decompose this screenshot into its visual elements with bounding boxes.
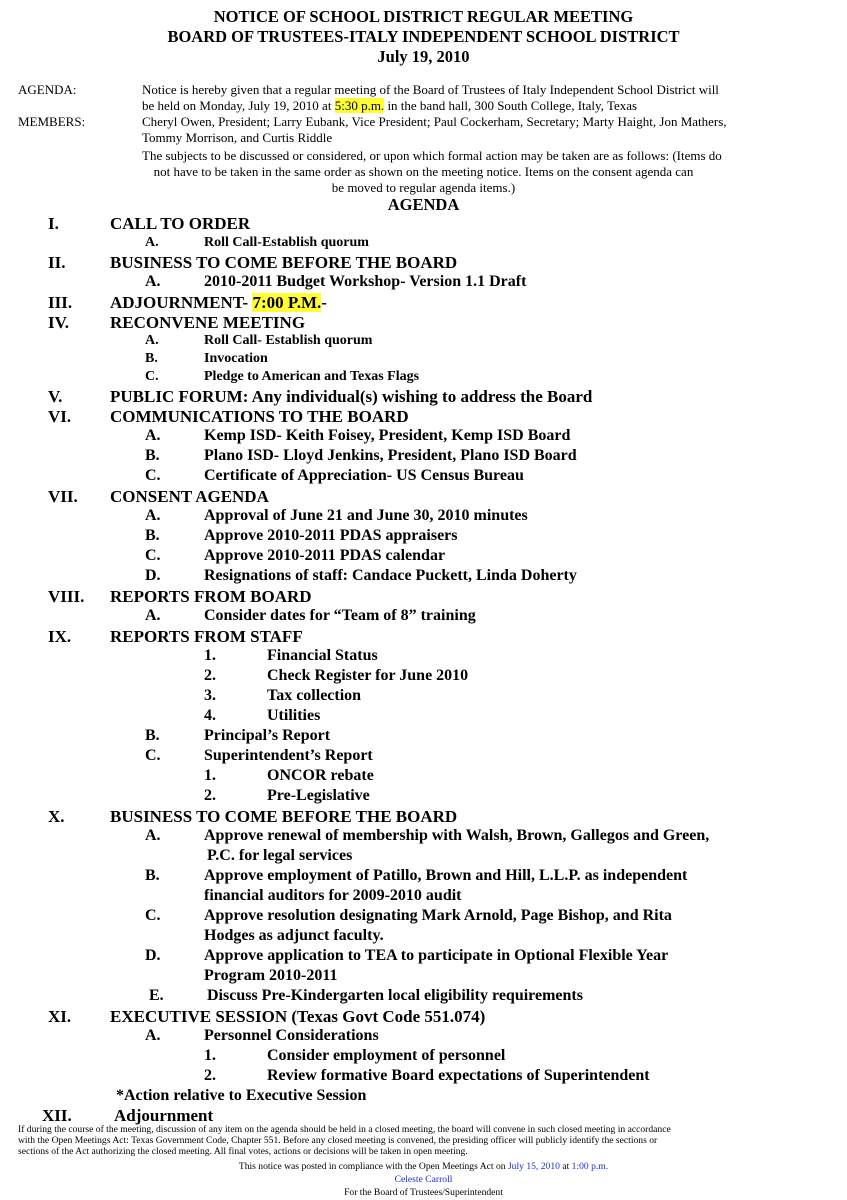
subitem-text: Approve 2010-2011 PDAS calendar [204, 547, 446, 564]
item-title: REPORTS FROM BOARD [110, 587, 312, 606]
subsubitem-text: Pre-Legislative [267, 787, 370, 804]
item-title: EXECUTIVE SESSION (Texas Govt Code 551.074) [110, 1007, 486, 1026]
meeting-time: 5:30 p.m. [334, 98, 385, 113]
item-number: VI. [48, 407, 72, 426]
members-line-2: Tommy Morrison, and Curtis Riddle [142, 130, 333, 145]
item-title: PUBLIC FORUM: Any individual(s) wishing to address the Board [110, 387, 593, 406]
note-text: *Action relative to Executive Session [116, 1087, 367, 1104]
footer-line-1: If during the course of the meeting, discussion of any item on the agenda should be held in a closed meeting, the board will convene in such closed meeting in accordance [18, 1124, 671, 1135]
subsubitem-text: ONCOR rebate [267, 767, 374, 784]
item-number: II. [48, 253, 66, 272]
members-label: MEMBERS: [18, 114, 86, 129]
subitem-letter: B. [145, 867, 160, 884]
board-title: BOARD OF TRUSTEES-ITALY INDEPENDENT SCHOOL DISTRICT [167, 27, 680, 46]
notice-text: be held on Monday, July 19, 2010 at [142, 98, 335, 113]
subsubitem-number: 2. [204, 667, 216, 684]
subitem-letter: B. [145, 727, 160, 744]
item-number: IV. [48, 313, 69, 332]
subsubitem-text: Utilities [267, 707, 321, 724]
posting-date: July 15, 2010 [507, 1161, 560, 1172]
item-number: XII. [42, 1106, 72, 1125]
subitem-text: Roll Call- Establish quorum [204, 333, 373, 348]
subitem-text: 2010-2011 Budget Workshop- Version 1.1 Draft [204, 273, 527, 290]
subitem-letter: A. [145, 333, 159, 348]
subitem-letter: C. [145, 369, 159, 384]
item-title: REPORTS FROM STAFF [110, 627, 303, 646]
item-number: VIII. [48, 587, 85, 606]
subitem-text: Pledge to American and Texas Flags [204, 369, 420, 384]
footer-line-2: with the Open Meetings Act: Texas Government Code, Chapter 551. Before any closed meeting is convened, the presiding officer will publicly identify the sections or [18, 1135, 658, 1146]
item-title: BUSINESS TO COME BEFORE THE BOARD [110, 807, 458, 826]
subitem-letter: E. [149, 987, 164, 1004]
item-number: V. [48, 387, 63, 406]
item-title [110, 293, 327, 313]
agenda-heading: AGENDA [387, 195, 460, 214]
signer-role: For the Board of Trustees/Superintendent [344, 1187, 503, 1198]
subsubitem-text: Tax collection [267, 687, 362, 704]
item-title: CALL TO ORDER [110, 214, 251, 233]
subjects-line-3: be moved to regular agenda items.) [331, 180, 516, 195]
agenda-notice-line-1: Notice is hereby given that a regular meeting of the Board of Trustees of Italy Independent School District will [142, 82, 719, 97]
subsubitem-text: Review formative Board expectations of Superintendent [267, 1067, 650, 1084]
subitem-text: Program 2010-2011 [204, 967, 338, 984]
subjects-line-1: The subjects to be discussed or considered, or upon which formal action may be taken are as follows: (Items do [142, 148, 722, 163]
subitem-text: Roll Call-Establish quorum [204, 235, 369, 250]
subitem-text: Approve renewal of membership with Walsh, Brown, Gallegos and Green, [204, 827, 710, 844]
subsubitem-number: 4. [204, 707, 216, 724]
subitem-text: Superintendent’s Report [204, 747, 373, 764]
subitem-text: financial auditors for 2009-2010 audit [204, 887, 462, 904]
subitem-letter: A. [145, 427, 161, 444]
item-title: BUSINESS TO COME BEFORE THE BOARD [110, 253, 458, 272]
item-number: XI. [48, 1007, 72, 1026]
subitem-text: P.C. for legal services [207, 847, 353, 864]
notice-location: in the band hall, 300 South College, Italy, Texas [384, 98, 638, 113]
item-number: III. [48, 293, 73, 312]
subitem-letter: B. [145, 447, 160, 464]
agenda-notice-line-2 [142, 98, 802, 114]
subitem-letter: A. [145, 273, 161, 290]
notice-title: NOTICE OF SCHOOL DISTRICT REGULAR MEETING [213, 7, 634, 26]
subitem-text: Approve resolution designating Mark Arnold, Page Bishop, and Rita [204, 907, 672, 924]
adjournment-dash: - [321, 293, 327, 312]
subitem-text: Resignations of staff: Candace Puckett, Linda Doherty [204, 567, 577, 584]
subsubitem-number: 2. [204, 1067, 216, 1084]
subitem-letter: D. [145, 567, 161, 584]
posting-text: This notice was posted in compliance with the Open Meetings Act on [238, 1161, 508, 1172]
posting-time: 1:00 p.m. [571, 1161, 609, 1172]
subitem-letter: A. [145, 607, 161, 624]
subsubitem-number: 2. [204, 787, 216, 804]
item-title: CONSENT AGENDA [110, 487, 269, 506]
subitem-text: Approval of June 21 and June 30, 2010 minutes [204, 507, 528, 524]
item-number: I. [48, 214, 59, 233]
item-number: IX. [48, 627, 72, 646]
subitem-letter: C. [145, 907, 161, 924]
subitem-letter: A. [145, 827, 161, 844]
subjects-line-2: not have to be taken in the same order as shown on the meeting notice. Items on the consent agenda can [153, 164, 694, 179]
adjournment-label: ADJOURNMENT- [110, 293, 253, 312]
subitem-text: Certificate of Appreciation- US Census Bureau [204, 467, 524, 484]
subitem-text: Approve employment of Patillo, Brown and Hill, L.L.P. as independent [204, 867, 688, 884]
subitem-text: Approve 2010-2011 PDAS appraisers [204, 527, 458, 544]
subsubitem-text: Consider employment of personnel [267, 1047, 506, 1064]
subitem-letter: C. [145, 747, 161, 764]
notice-header [0, 7, 847, 67]
subitem-text: Kemp ISD- Keith Foisey, President, Kemp ISD Board [204, 427, 571, 444]
subitem-letter: B. [145, 527, 160, 544]
subitem-letter: D. [145, 947, 161, 964]
subitem-letter: C. [145, 547, 161, 564]
adjournment-time: 7:00 P.M. [252, 293, 322, 312]
posting-statement [0, 1161, 847, 1172]
agenda-label: AGENDA: [18, 82, 77, 97]
subitem-text: Principal’s Report [204, 727, 331, 744]
subitem-text: Plano ISD- Lloyd Jenkins, President, Plano ISD Board [204, 447, 577, 464]
posting-at: at [559, 1161, 572, 1172]
item-title: COMMUNICATIONS TO THE BOARD [110, 407, 409, 426]
meeting-date: July 19, 2010 [377, 47, 470, 66]
closed-meeting-notice [18, 1124, 828, 1157]
subsubitem-number: 1. [204, 1047, 216, 1064]
subitem-letter: A. [145, 235, 159, 250]
subitem-text: Approve application to TEA to participate in Optional Flexible Year [204, 947, 669, 964]
item-title: RECONVENE MEETING [110, 313, 306, 332]
subsubitem-number: 3. [204, 687, 216, 704]
subsubitem-number: 1. [204, 647, 216, 664]
subitem-text: Consider dates for “Team of 8” training [204, 607, 476, 624]
subitem-text: Hodges as adjunct faculty. [204, 927, 384, 944]
subitem-letter: A. [145, 1027, 161, 1044]
subitem-letter: C. [145, 467, 161, 484]
subitem-text: Discuss Pre-Kindergarten local eligibility requirements [207, 987, 583, 1004]
item-number: VII. [48, 487, 78, 506]
subsubitem-number: 1. [204, 767, 216, 784]
subitem-letter: B. [145, 351, 158, 366]
subsubitem-text: Financial Status [267, 647, 378, 664]
subitem-text: Personnel Considerations [204, 1027, 379, 1044]
footer-line-3: sections of the Act authorizing the closed meeting. All final votes, actions or decisions will be taken in open meeting. [18, 1146, 468, 1157]
item-number: X. [48, 807, 65, 826]
subsubitem-text: Check Register for June 2010 [267, 667, 469, 684]
subitem-text: Invocation [204, 351, 268, 366]
item-title: Adjournment [114, 1106, 214, 1125]
signer-name: Celeste Carroll [394, 1174, 453, 1185]
members-line-1: Cheryl Owen, President; Larry Eubank, Vice President; Paul Cockerham, Secretary; Marty Haight, Jon Mathers, [142, 114, 727, 129]
subitem-letter: A. [145, 507, 161, 524]
